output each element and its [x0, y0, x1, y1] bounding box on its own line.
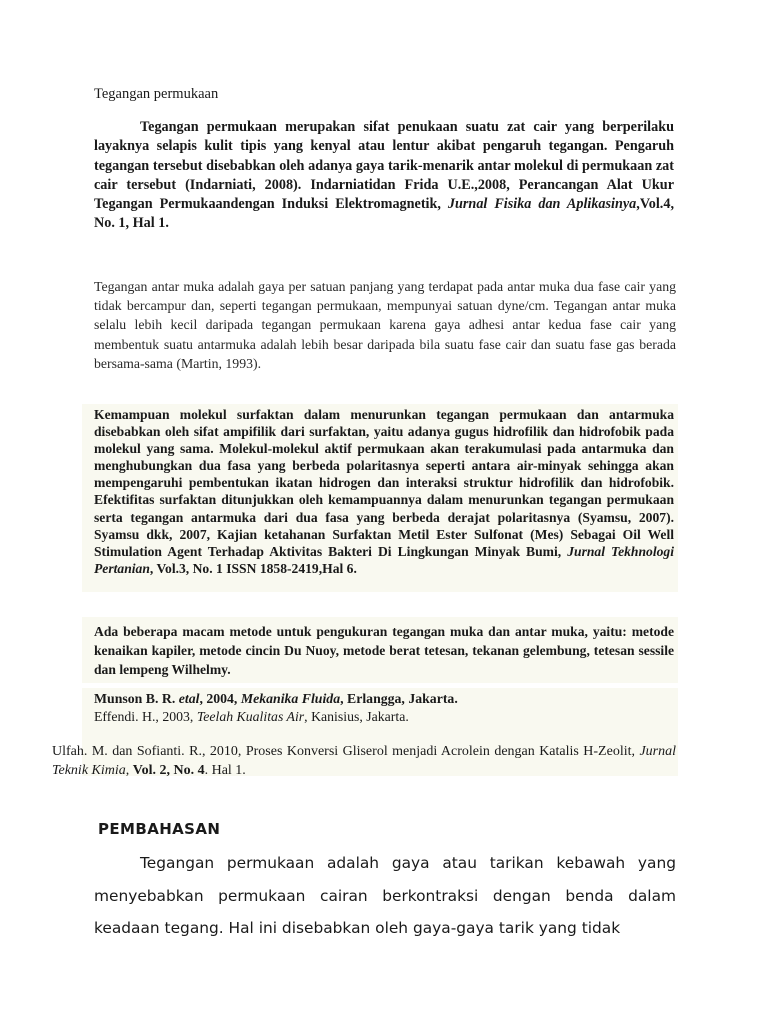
reference-effendi: [94, 709, 409, 725]
ref-authors: Effendi. H., 2003,: [94, 709, 197, 724]
ref-publisher: , Kanisius, Jakarta.: [304, 709, 409, 724]
journal-title: Jurnal Tekhnologi Pertanian: [94, 543, 674, 576]
citation-tail: ,Vol.4, No. 1, Hal 1.: [94, 196, 674, 232]
paragraph-text: Kemampuan molekul surfaktan dalam menurunkan tegangan permukaan dan antarmuka disebabkan oleh sifat ampifilik dari surfaktan, yaitu adanya gugus hidrofilik dan hidrofobik pada molekul yang sama. Molekul-molekul aktif permukaan akan terakumulasi pada antarmuka dan menghubungkan dua fasa yang berbeda polaritasnya seperti antara air-minyak sehingga akan mempengaruhi pembentukan ikatan hidrogen dan interaksi struktur hidrofilik dan hidrofobik. Efektifitas surfaktan ditunjukkan oleh kemampuannya dalam menurunkan tegangan permukaan serta tegangan antarmuka dari dua fasa yang berbeda derajat polaritasnya (Syamsu, 2007). Syamsu dkk, 2007, Kajian ketahanan Surfaktan Metil Ester Sulfonat (Mes) Sebagai Oil Well Stimulation Agent Terhadap Aktivitas Bakteri Di Lingkungan Minyak Bumi,: [94, 407, 674, 559]
journal-title: Jurnal Fisika dan Aplikasinya: [447, 196, 637, 213]
paragraph-surface-tension: [94, 118, 674, 234]
section-title: Tegangan permukaan: [94, 86, 219, 102]
ref-authors: Ulfah. M. dan Sofianti. R., 2010, Proses Konversi Gliserol menjadi Acrolein dengan Katalis H-Zeolit,: [52, 744, 640, 759]
paragraph-methods: Ada beberapa macam metode untuk pengukuran tegangan muka dan antar muka, yaitu: metode kenaikan kapiler, metode cincin Du Nuoy, metode berat tetesan, tekanan gelembung, tetesan sessile dan lempeng Wilhelmy.: [94, 624, 674, 677]
paragraph-surfactant: [94, 406, 674, 577]
ref-etal: etal: [178, 691, 200, 706]
ref-title: Mekanika Fluida: [240, 691, 341, 706]
ref-separator: ,: [125, 763, 133, 778]
ref-publisher: , Erlangga, Jakarta.: [340, 691, 458, 706]
ref-year: , 2004,: [199, 691, 241, 706]
paragraph-text: Tegangan permukaan merupakan sifat penukaan suatu zat cair yang berperilaku layaknya selapis kulit tipis yang kenyal atau lentur akibat pengaruh tegangan. Pengaruh tegangan tersebut disebabkan oleh adanya gaya tarik-menarik antar molekul di permukaan zat cair tersebut (Indarniati, 2008). Indarniatidan Frida U.E.,2008, Perancangan Alat Ukur Tegangan Permukaandengan Induksi Elektromagnetik,: [94, 119, 674, 213]
ref-pages: . Hal 1.: [204, 763, 246, 778]
ref-title: Teelah Kualitas Air: [196, 709, 305, 724]
paragraph-text: Tegangan permukaan adalah gaya atau tarikan kebawah yang menyebabkan permukaan cairan berkontraksi dengan benda dalam keadaan tegang. Hal ini disebabkan oleh gaya-gaya tarik yang tidak: [94, 854, 676, 937]
reference-ulfah: [52, 742, 676, 780]
paragraph-discussion: [94, 847, 676, 945]
ref-journal: Jurnal Teknik Kimia: [52, 744, 676, 778]
ref-authors: Munson B. R.: [94, 691, 179, 706]
reference-munson: [94, 691, 458, 707]
ref-volume: Vol. 2, No. 4: [132, 763, 205, 778]
citation-tail: , Vol.3, No. 1 ISSN 1858-2419,Hal 6.: [149, 560, 357, 576]
section-heading: PEMBAHASAN: [98, 820, 221, 838]
paragraph-interfacial-tension: Tegangan antar muka adalah gaya per satuan panjang yang terdapat pada antar muka dua fase cair yang tidak bercampur dan, seperti tegangan permukaan, mempunyai satuan dyne/cm. Tegangan antar muka selalu lebih kecil daripada tegangan permukaan karena gaya adhesi antar kedua fase cair yang membentuk suatu antarmuka adalah lebih besar daripada bila suatu fase cair dan suatu fase gas berada bersama-sama (Martin, 1993).: [94, 279, 676, 371]
